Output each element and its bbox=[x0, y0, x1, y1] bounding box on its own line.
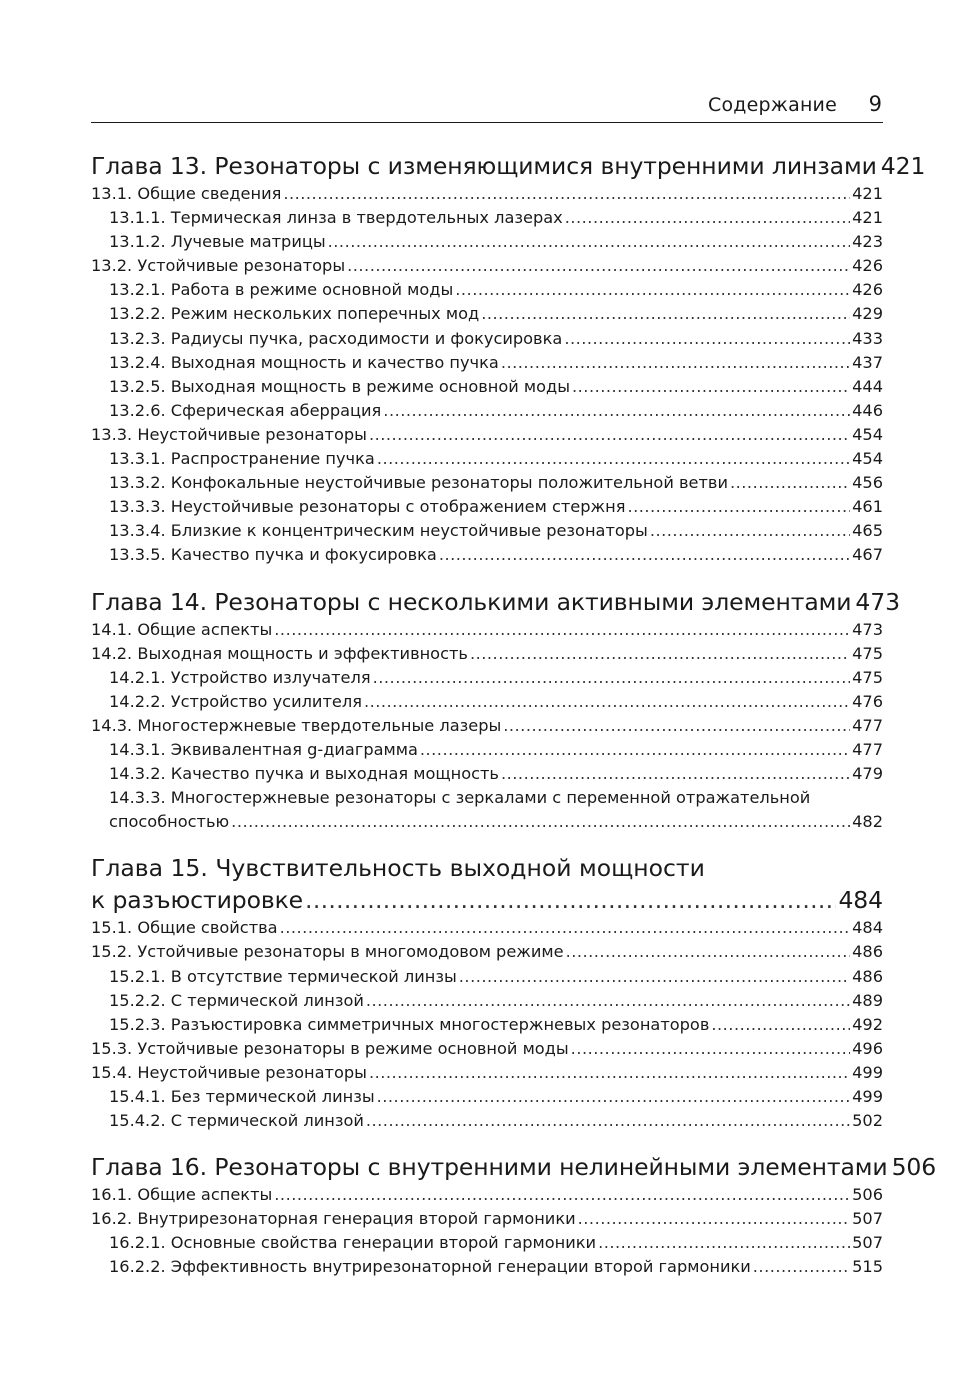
subsection-entry-page-number[interactable]: 482 bbox=[852, 812, 883, 832]
dot-leader bbox=[347, 254, 850, 278]
section-entry-title[interactable]: 14.2. Выходная мощность и эффективность bbox=[91, 643, 468, 663]
subsection-entry-page-number[interactable]: 515 bbox=[852, 1257, 883, 1277]
section-entry[interactable] bbox=[91, 940, 883, 964]
dot-leader bbox=[366, 989, 850, 1013]
subsection-entry-page-number[interactable]: 423 bbox=[852, 232, 883, 252]
subsection-entry-title[interactable]: 16.2.2. Эффективность внутрирезонаторной генерации второй гармоники bbox=[109, 1257, 751, 1277]
subsection-entry-page-number[interactable]: 433 bbox=[852, 328, 883, 348]
dot-leader bbox=[364, 690, 850, 714]
subsection-entry[interactable] bbox=[91, 1231, 883, 1255]
section-entry-title[interactable]: 13.2. Устойчивые резонаторы bbox=[91, 256, 346, 276]
subsection-entry-title[interactable]: 14.2.1. Устройство излучателя bbox=[109, 667, 371, 687]
subsection-entry-page-number[interactable]: 437 bbox=[852, 352, 883, 372]
section-entry-title[interactable]: 16.1. Общие аспекты bbox=[91, 1185, 273, 1205]
dot-leader bbox=[369, 423, 850, 447]
dot-leader bbox=[470, 642, 850, 666]
subsection-entry-title-continued[interactable]: способностью bbox=[109, 812, 230, 832]
dot-leader bbox=[328, 230, 850, 254]
dot-leader bbox=[439, 543, 850, 567]
dot-leader bbox=[503, 714, 850, 738]
section-entry-title[interactable]: 14.3. Многостержневые твердотельные лазеры bbox=[91, 715, 502, 735]
subsection-entry-title[interactable]: 13.3.5. Качество пучка и фокусировка bbox=[109, 545, 437, 565]
subsection-entry[interactable] bbox=[91, 989, 883, 1013]
subsection-entry-page-number[interactable]: 507 bbox=[852, 1233, 883, 1253]
subsection-entry-title[interactable]: 13.2.5. Выходная мощность в режиме основной моды bbox=[109, 376, 571, 396]
subsection-entry[interactable] bbox=[91, 495, 883, 519]
dot-leader bbox=[501, 351, 850, 375]
dot-leader bbox=[455, 278, 850, 302]
subsection-entry[interactable] bbox=[91, 738, 883, 762]
dot-leader bbox=[231, 810, 850, 834]
chapter-page-number[interactable]: 473 bbox=[855, 587, 900, 616]
subsection-entry-page-number[interactable]: 446 bbox=[852, 400, 883, 420]
dot-leader bbox=[383, 399, 850, 423]
subsection-entry-page-number[interactable]: 454 bbox=[852, 449, 883, 469]
toc-chapter bbox=[91, 1151, 937, 1279]
subsection-entry[interactable] bbox=[91, 1085, 883, 1109]
chapter-page-number[interactable]: 484 bbox=[838, 886, 883, 915]
subsection-entry-page-number[interactable]: 461 bbox=[852, 497, 883, 517]
section-entry-page-number[interactable]: 473 bbox=[852, 619, 883, 639]
subsection-entry-title[interactable]: 14.3.2. Качество пучка и выходная мощность bbox=[109, 764, 499, 784]
section-entry-page-number[interactable]: 506 bbox=[852, 1185, 883, 1205]
subsection-entry[interactable] bbox=[91, 762, 883, 786]
subsection-entry[interactable] bbox=[91, 666, 883, 690]
subsection-entry-page-number[interactable]: 444 bbox=[852, 376, 883, 396]
section-entry[interactable] bbox=[91, 1037, 883, 1061]
section-entry-page-number[interactable]: 507 bbox=[852, 1209, 883, 1229]
subsection-entry-page-number[interactable]: 426 bbox=[852, 280, 883, 300]
subsection-entry-page-number[interactable]: 477 bbox=[852, 739, 883, 759]
dot-leader bbox=[571, 1037, 850, 1061]
subsection-entry-title[interactable]: 15.2.1. В отсутствие термической линзы bbox=[109, 966, 457, 986]
subsection-entry-title[interactable]: 13.2.2. Режим нескольких поперечных мод bbox=[109, 304, 480, 324]
section-entry-page-number[interactable]: 496 bbox=[852, 1038, 883, 1058]
subsection-entry-page-number[interactable]: 476 bbox=[852, 691, 883, 711]
section-entry-title[interactable]: 14.1. Общие аспекты bbox=[91, 619, 273, 639]
section-entry[interactable] bbox=[91, 1207, 883, 1231]
dot-leader bbox=[650, 519, 850, 543]
dot-leader bbox=[274, 618, 850, 642]
table-of-contents bbox=[91, 150, 937, 1298]
subsection-entry[interactable] bbox=[91, 375, 883, 399]
subsection-entry-title[interactable]: 13.3.3. Неустойчивые резонаторы с отображением стержня bbox=[109, 497, 626, 517]
subsection-entry-title[interactable]: 14.3.1. Эквивалентная g-диаграмма bbox=[109, 739, 418, 759]
subsection-entry[interactable] bbox=[91, 278, 883, 302]
section-entry-page-number[interactable]: 499 bbox=[852, 1062, 883, 1082]
subsection-entry-title[interactable]: 13.2.3. Радиусы пучка, расходимости и фокусировка bbox=[109, 328, 563, 348]
section-entry[interactable] bbox=[91, 254, 883, 278]
section-entry[interactable] bbox=[91, 642, 883, 666]
subsection-entry-title[interactable]: 16.2.1. Основные свойства генерации второй гармоники bbox=[109, 1233, 597, 1253]
section-entry-page-number[interactable]: 421 bbox=[852, 184, 883, 203]
subsection-entry-page-number[interactable]: 475 bbox=[852, 667, 883, 687]
dot-leader bbox=[280, 916, 851, 940]
dot-leader bbox=[565, 206, 850, 230]
subsection-entry[interactable] bbox=[91, 1255, 883, 1279]
dot-leader bbox=[711, 1013, 850, 1037]
subsection-entry[interactable] bbox=[91, 351, 883, 375]
subsection-entry[interactable] bbox=[91, 543, 883, 567]
subsection-entry[interactable] bbox=[91, 965, 883, 989]
subsection-entry[interactable] bbox=[91, 1013, 883, 1037]
section-entry[interactable] bbox=[91, 916, 883, 940]
toc-chapter bbox=[91, 586, 900, 835]
chapter-heading[interactable] bbox=[91, 586, 900, 618]
subsection-entry[interactable] bbox=[91, 690, 883, 714]
section-entry-title[interactable]: 13.3. Неустойчивые резонаторы bbox=[91, 424, 367, 444]
chapter-heading[interactable] bbox=[91, 1151, 937, 1183]
section-entry-page-number[interactable]: 484 bbox=[852, 918, 883, 938]
chapter-page-number[interactable]: 506 bbox=[891, 1153, 937, 1182]
subsection-entry[interactable] bbox=[91, 519, 883, 543]
chapter-title[interactable]: Глава 16. Резонаторы с внутренними нелинейными элементами bbox=[91, 1153, 888, 1182]
section-entry-page-number[interactable]: 426 bbox=[852, 256, 883, 276]
subsection-entry[interactable] bbox=[91, 810, 883, 834]
subsection-entry[interactable] bbox=[91, 399, 883, 423]
chapter-heading[interactable] bbox=[91, 884, 883, 916]
running-header bbox=[91, 92, 883, 123]
toc-chapter bbox=[91, 150, 926, 568]
subsection-entry[interactable] bbox=[91, 302, 883, 326]
dot-leader bbox=[420, 738, 850, 762]
dot-leader bbox=[572, 375, 850, 399]
dot-leader bbox=[369, 1061, 850, 1085]
chapter-page-number[interactable]: 421 bbox=[880, 152, 926, 180]
subsection-entry-title[interactable]: 13.3.1. Распространение пучка bbox=[109, 449, 375, 469]
section-entry[interactable] bbox=[91, 1183, 883, 1207]
section-entry[interactable] bbox=[91, 714, 883, 738]
subsection-entry[interactable] bbox=[91, 471, 883, 495]
subsection-entry-title[interactable]: 13.3.4. Близкие к концентрическим неустойчивые резонаторы bbox=[109, 521, 648, 541]
subsection-entry-page-number[interactable]: 421 bbox=[852, 208, 883, 228]
dot-leader bbox=[283, 182, 850, 206]
dot-leader bbox=[578, 1207, 850, 1231]
dot-leader bbox=[564, 327, 850, 351]
chapter-title[interactable]: Глава 14. Резонаторы с несколькими активными элементами bbox=[91, 587, 852, 616]
subsection-entry[interactable] bbox=[91, 1109, 883, 1133]
subsection-entry-title[interactable]: 15.4.2. С термической линзой bbox=[109, 1111, 364, 1131]
section-entry-title[interactable]: 15.2. Устойчивые резонаторы в многомодовом режиме bbox=[91, 942, 564, 962]
dot-leader bbox=[730, 471, 850, 495]
subsection-entry-title[interactable]: 15.4.1. Без термической линзы bbox=[109, 1087, 375, 1106]
subsection-entry-title[interactable]: 13.1.2. Лучевые матрицы bbox=[109, 232, 326, 252]
subsection-entry-page-number[interactable]: 499 bbox=[852, 1087, 883, 1106]
chapter-heading[interactable] bbox=[91, 150, 926, 182]
subsection-entry-title[interactable]: 15.2.3. Разъюстировка симметричных многостержневых резонаторов bbox=[109, 1014, 710, 1034]
dot-leader bbox=[501, 762, 850, 786]
section-entry[interactable] bbox=[91, 423, 883, 447]
subsection-entry-page-number[interactable]: 429 bbox=[852, 304, 883, 324]
subsection-entry[interactable] bbox=[91, 206, 883, 230]
subsection-entry-title[interactable]: 13.2.1. Работа в режиме основной моды bbox=[109, 280, 454, 300]
subsection-entry[interactable] bbox=[91, 327, 883, 351]
section-entry[interactable] bbox=[91, 1061, 883, 1085]
subsection-entry-page-number[interactable]: 465 bbox=[852, 521, 883, 541]
chapter-title-continued[interactable]: к разъюстировке bbox=[91, 886, 304, 915]
subsection-entry-page-number[interactable]: 502 bbox=[852, 1111, 883, 1131]
section-entry-title[interactable]: 13.1. Общие сведения bbox=[91, 184, 282, 203]
subsection-entry-title[interactable]: 15.2.2. С термической линзой bbox=[109, 990, 364, 1010]
subsection-entry[interactable] bbox=[91, 447, 883, 471]
section-entry-title[interactable]: 15.4. Неустойчивые резонаторы bbox=[91, 1062, 367, 1082]
subsection-entry-page-number[interactable]: 456 bbox=[852, 473, 883, 493]
chapter-title[interactable]: Глава 15. Чувствительность выходной мощности bbox=[91, 854, 705, 883]
dot-leader bbox=[459, 965, 850, 989]
section-entry-title[interactable]: 15.1. Общие свойства bbox=[91, 918, 278, 938]
chapter-title[interactable]: Глава 13. Резонаторы с изменяющимися внутренними линзами bbox=[91, 152, 877, 180]
dot-leader bbox=[305, 884, 836, 916]
subsection-entry-title[interactable]: 14.3.3. Многостержневые резонаторы с зеркалами с переменной отражательной bbox=[109, 788, 811, 808]
section-entry-title[interactable]: 15.3. Устойчивые резонаторы в режиме основной моды bbox=[91, 1038, 569, 1058]
subsection-entry-page-number[interactable]: 479 bbox=[852, 764, 883, 784]
subsection-entry-page-number[interactable]: 489 bbox=[852, 990, 883, 1010]
section-entry-title[interactable]: 16.2. Внутрирезонаторная генерация второй гармоники bbox=[91, 1209, 576, 1229]
dot-leader bbox=[366, 1109, 850, 1133]
subsection-entry-title[interactable]: 13.1.1. Термическая линза в твердотельных лазерах bbox=[109, 208, 563, 228]
subsection-entry-title[interactable]: 13.2.4. Выходная мощность и качество пучка bbox=[109, 352, 499, 372]
subsection-entry-page-number[interactable]: 486 bbox=[852, 966, 883, 986]
subsection-entry-page-number[interactable]: 492 bbox=[852, 1014, 883, 1034]
dot-leader bbox=[274, 1183, 850, 1207]
subsection-entry[interactable] bbox=[91, 230, 883, 254]
dot-leader bbox=[377, 447, 850, 471]
toc-chapter bbox=[91, 852, 883, 1133]
subsection-entry-page-number[interactable]: 467 bbox=[852, 545, 883, 565]
dot-leader bbox=[598, 1231, 850, 1255]
subsection-entry-title[interactable]: 14.2.2. Устройство усилителя bbox=[109, 691, 362, 711]
section-entry-page-number[interactable]: 477 bbox=[852, 715, 883, 735]
page-number: 9 bbox=[868, 92, 882, 116]
section-entry-page-number[interactable]: 454 bbox=[852, 424, 883, 444]
section-entry-page-number[interactable]: 475 bbox=[852, 643, 883, 663]
dot-leader bbox=[373, 666, 850, 690]
dot-leader bbox=[753, 1255, 850, 1279]
section-entry[interactable] bbox=[91, 618, 883, 642]
dot-leader bbox=[481, 302, 850, 326]
subsection-entry-title[interactable]: 13.3.2. Конфокальные неустойчивые резонаторы положительной ветви bbox=[109, 473, 728, 493]
section-entry[interactable] bbox=[91, 182, 883, 206]
subsection-entry-title[interactable]: 13.2.6. Сферическая аберрация bbox=[109, 400, 382, 420]
dot-leader bbox=[627, 495, 850, 519]
dot-leader bbox=[566, 940, 851, 964]
section-entry-page-number[interactable]: 486 bbox=[852, 942, 883, 962]
dot-leader bbox=[377, 1085, 850, 1109]
running-header-title: Содержание bbox=[708, 94, 837, 116]
